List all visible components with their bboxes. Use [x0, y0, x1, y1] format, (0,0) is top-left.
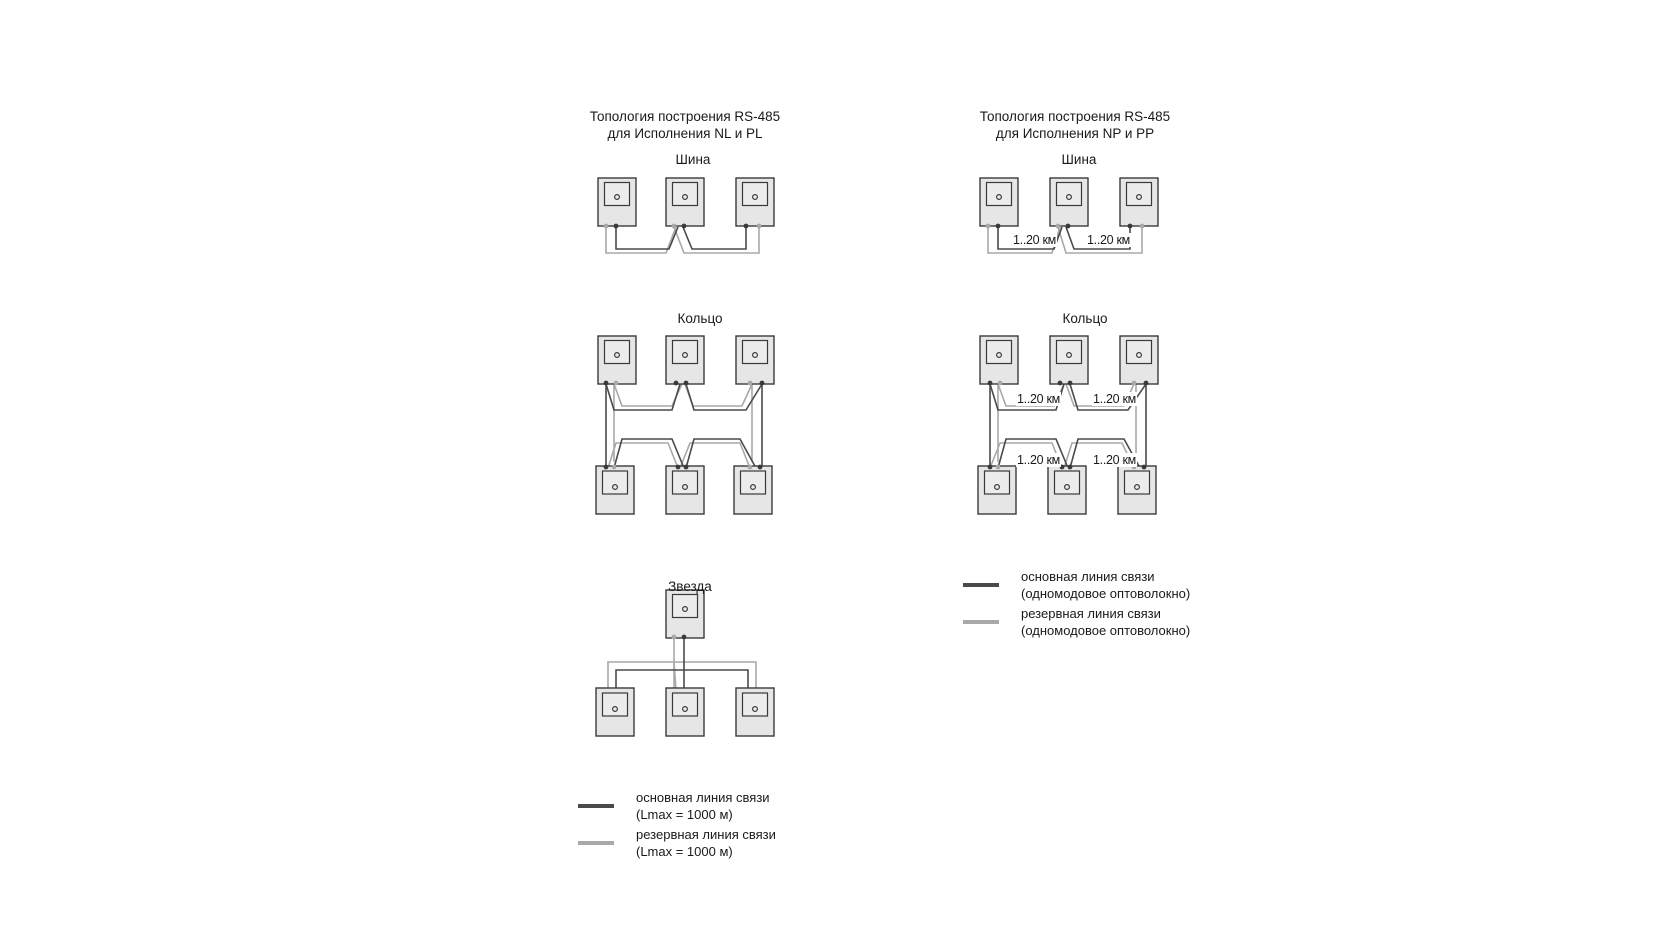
legend-right-backup: [1021, 605, 1190, 639]
legend-right-main-line1: основная линия связи: [1021, 569, 1155, 584]
right-title-line1: Топология построения RS-485: [979, 109, 1171, 124]
legend-left-main-line1: основная линия связи: [636, 790, 770, 805]
left-title: [560, 108, 810, 142]
right-ring-diagram: [978, 336, 1158, 514]
distance-label: 1..20 км: [1093, 453, 1136, 467]
distance-label: 1..20 км: [1093, 392, 1136, 406]
legend-left-main: [636, 789, 770, 823]
legend-right-main: [1021, 568, 1190, 602]
right-title-line2: для Исполнения NP и PP: [995, 126, 1155, 141]
device: [598, 178, 636, 226]
distance-label: 1..20 км: [1017, 453, 1060, 467]
left-section-ring: Кольцо: [677, 311, 723, 326]
device: [666, 178, 704, 226]
left-ring-diagram: [596, 336, 774, 514]
distance-label: 1..20 км: [1017, 392, 1060, 406]
legend-right-backup-line1: резервная линия связи: [1021, 606, 1161, 621]
right-bus-diagram: [980, 178, 1158, 253]
right-section-ring: Кольцо: [1062, 311, 1108, 326]
left-section-star: Звезда: [668, 579, 712, 594]
left-title-line1: Топология построения RS-485: [589, 109, 781, 124]
legend-left-backup: [636, 826, 776, 860]
main-line: [683, 227, 746, 249]
left-section-bus: Шина: [675, 152, 711, 167]
right-section-bus: Шина: [1061, 152, 1097, 167]
distance-label: 1..20 км: [1013, 233, 1056, 247]
left-title-line2: для Исполнения NL и PL: [607, 126, 763, 141]
right-title: [950, 108, 1200, 142]
left-bus-diagram: [598, 178, 774, 253]
distance-label: 1..20 км: [1087, 233, 1130, 247]
legend-left-backup-line2: (Lmax = 1000 м): [636, 844, 733, 859]
legend-left-main-line2: (Lmax = 1000 м): [636, 807, 733, 822]
left-star-diagram: [596, 590, 774, 736]
legend-right-main-line2: (одномодовое оптоволокно): [1021, 586, 1191, 601]
device: [736, 178, 774, 226]
legend-left-backup-line1: резервная линия связи: [636, 827, 776, 842]
legend-right-backup-line2: (одномодовое оптоволокно): [1021, 623, 1191, 638]
